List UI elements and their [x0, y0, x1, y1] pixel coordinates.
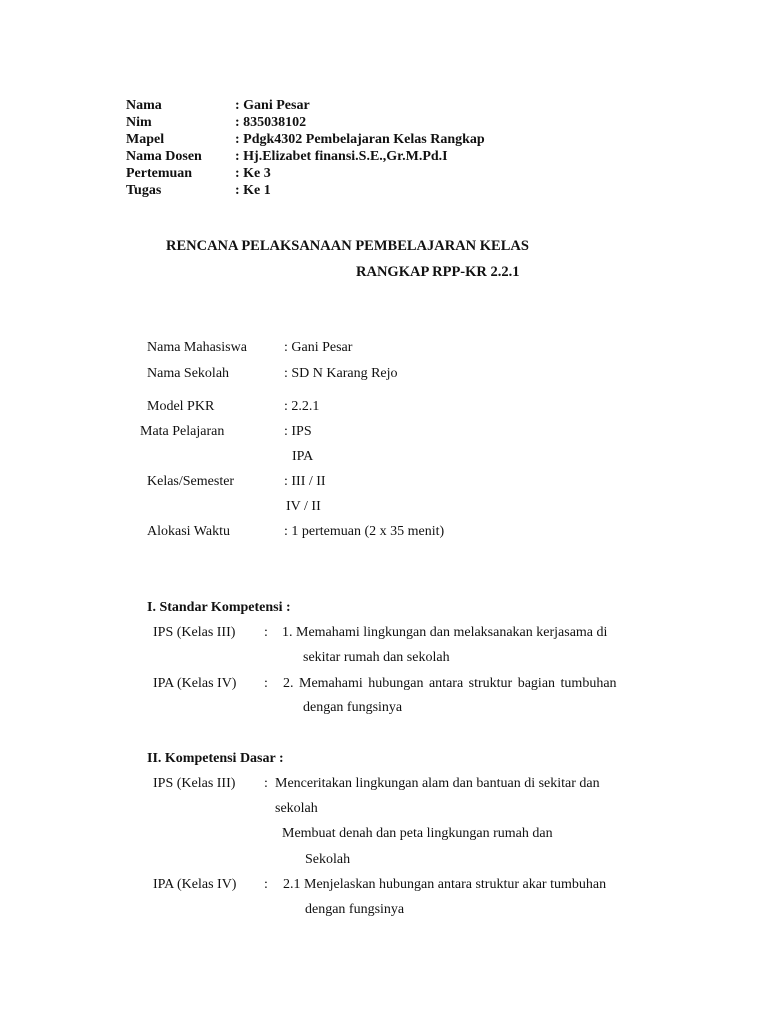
dasar-ips-line1: Menceritakan lingkungan alam dan bantuan di sekitar dan [275, 776, 600, 791]
identity-label-model: Model PKR [147, 399, 215, 414]
standar-ips-subject: IPS (Kelas III) [153, 625, 236, 640]
identity-value-mapel: : IPS [284, 424, 312, 439]
document-title-line1: RENCANA PELAKSANAAN PEMBELAJARAN KELAS [166, 238, 529, 254]
standar-ipa-colon: : [264, 676, 268, 691]
identity-value-mahasiswa: : Gani Pesar [284, 340, 353, 355]
header-label-tugas: Tugas [126, 183, 162, 198]
identity-label-alokasi: Alokasi Waktu [147, 524, 230, 539]
header-label-nim: Nim [126, 115, 152, 130]
document-title-line2: RANGKAP RPP-KR 2.2.1 [356, 264, 520, 280]
standar-ipa-line2: dengan fungsinya [303, 700, 403, 715]
identity-value-model: : 2.2.1 [284, 399, 320, 414]
dasar-ipa-colon: : [264, 877, 268, 892]
header-label-mapel: Mapel [126, 132, 165, 147]
header-value-dosen: : Hj.Elizabet finansi.S.E.,Gr.M.Pd.I [235, 149, 448, 164]
dasar-ips-line2: sekolah [275, 801, 318, 816]
identity-label-kelas: Kelas/Semester [147, 474, 235, 489]
identity-value-alokasi: : 1 pertemuan (2 x 35 menit) [284, 524, 445, 539]
header-label-nama: Nama [126, 98, 162, 113]
standar-ips-line2: sekitar rumah dan sekolah [303, 650, 450, 665]
standar-ips-line1: 1. Memahami lingkungan dan melaksanakan kerjasama di [282, 625, 608, 640]
dasar-ips-line3: Membuat denah dan peta lingkungan rumah dan [282, 826, 553, 841]
identity-label-mapel: Mata Pelajaran [140, 424, 225, 439]
identity-value-sekolah: : SD N Karang Rejo [284, 366, 398, 381]
standar-ipa-line1: 2. Memahami hubungan antara struktur bagian tumbuhan [283, 676, 617, 691]
dasar-heading: II. Kompetensi Dasar : [147, 751, 284, 766]
dasar-ips-line4: Sekolah [305, 852, 351, 867]
identity-value-kelas: : III / II [284, 474, 326, 489]
identity-label-sekolah: Nama Sekolah [147, 366, 230, 381]
header-value-nim: : 835038102 [235, 115, 307, 130]
header-value-tugas: : Ke 1 [235, 183, 271, 198]
header-value-pertemuan: : Ke 3 [235, 166, 271, 181]
header-value-nama: : Gani Pesar [235, 98, 310, 113]
standar-ips-colon: : [264, 625, 268, 640]
standar-heading: I. Standar Kompetensi : [147, 600, 291, 615]
dasar-ipa-line2: dengan fungsinya [305, 902, 405, 917]
dasar-ipa-subject: IPA (Kelas IV) [153, 877, 237, 892]
dasar-ips-colon: : [264, 776, 268, 791]
dasar-ips-subject: IPS (Kelas III) [153, 776, 236, 791]
dasar-ipa-line1: 2.1 Menjelaskan hubungan antara struktur akar tumbuhan [283, 877, 607, 892]
header-label-pertemuan: Pertemuan [126, 166, 193, 181]
header-label-dosen: Nama Dosen [126, 149, 202, 164]
standar-ipa-subject: IPA (Kelas IV) [153, 676, 237, 691]
identity-value-kelas-2: IV / II [286, 499, 321, 514]
header-value-mapel: : Pdgk4302 Pembelajaran Kelas Rangkap [235, 132, 485, 147]
identity-label-mahasiswa: Nama Mahasiswa [147, 340, 247, 355]
identity-value-mapel-2: IPA [292, 449, 314, 464]
